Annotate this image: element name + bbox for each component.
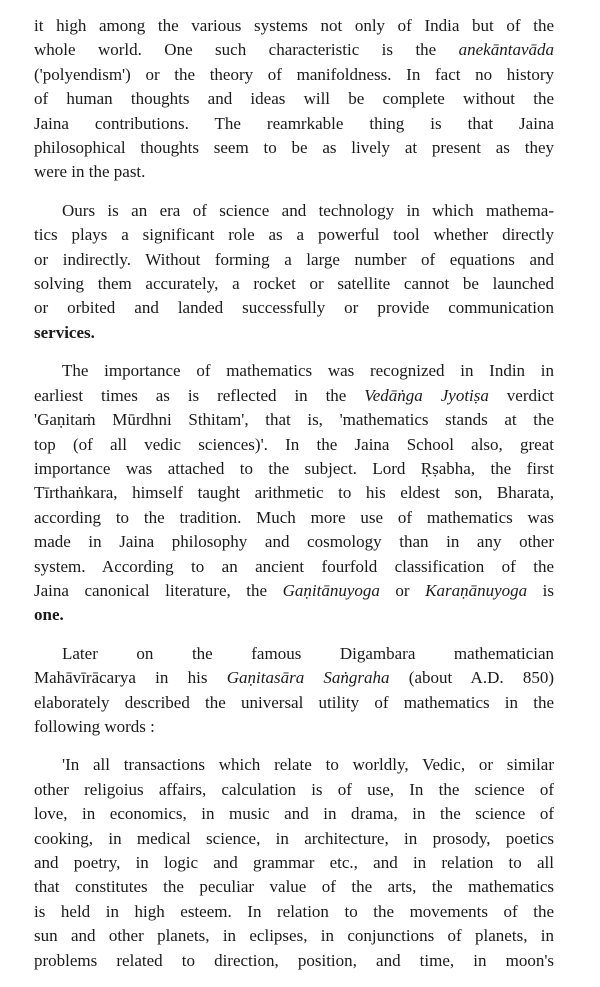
text-line: is held in high esteem. In relation to the movements of the [34,901,554,921]
text-line: love, in economics, in music and in drama, in the science of [34,804,554,824]
text-line: 'Gaṇitaṁ Mūrdhni Sthitam', that is, 'mathematics stands at the [34,410,554,430]
text-line: or orbited and landed successfully or provide communication [34,298,554,318]
text-line: 'In all transactions which relate to worldly, Vedic, or similar [62,755,554,775]
paragraph-4 [34,642,554,740]
paragraph-1 [34,14,554,185]
document-page [34,14,554,987]
text-line: following words : [34,716,155,736]
text-line: it high among the various systems not only of India but of the [34,16,554,35]
text-line: sun and other planets, in eclipses, in conjunctions of planets, in [34,926,554,946]
text-line: whole world. One such characteristic is the anekāntavāda [34,40,554,60]
text-line: Jaina contributions. The reamrkable thing is that Jaina [34,113,554,133]
text-line: cooking, in medical science, in architecture, in prosody, poetics [34,828,554,848]
text-line: services. [34,322,95,342]
text-line: one. [34,605,64,625]
text-line: solving them accurately, a rocket or satellite cannot be launched [34,274,554,294]
text-line: importance was attached to the subject. Lord Ṛṣabha, the first [34,458,554,478]
text-line: Tīrthaṅkara, himself taught arithmetic to his eldest son, Bharata, [34,483,554,503]
text-line: other religoius affairs, calculation is of use, In the science of [34,779,554,799]
text-line: and poetry, in logic and grammar etc., and in relation to all [34,853,554,872]
paragraph-3 [34,359,554,627]
text-line: Mahāvīrācarya in his Gaṇitasāra Saṅgraha (about A.D. 850) [34,668,554,688]
text-line: Jaina canonical literature, the Gaṇitānuyoga or Karaṇānuyoga is [34,580,554,600]
text-line: or indirectly. Without forming a large number of equations and [34,249,554,269]
text-line: tics plays a significant role as a powerful tool whether directly [34,225,554,245]
text-line: earliest times as is reflected in the Vedāṅga Jyotiṣa verdict [34,385,554,405]
text-line: top (of all vedic sciences)'. In the Jaina School also, great [34,434,554,454]
paragraph-5-quotation [34,753,554,973]
text-line: elaborately described the universal utility of mathematics in the [34,692,554,712]
text-line: problems related to direction, position, and time, in moon's [34,950,554,970]
text-line: philosophical thoughts seem to be as lively at present as they [34,138,554,158]
text-line: that constitutes the peculiar value of the arts, the mathematics [34,877,554,897]
text-line: system. According to an ancient fourfold classification of the [34,556,554,576]
text-line: The importance of mathematics was recognized in Indin in [62,361,554,381]
paragraph-2 [34,199,554,345]
text-line: Later on the famous Digambara mathematician [62,643,554,663]
text-line: made in Jaina philosophy and cosmology than in any other [34,532,554,552]
text-line: ('polyendism') or the theory of manifoldness. In fact no history [34,64,554,84]
text-line: Ours is an era of science and technology in which mathema- [62,200,554,220]
text-line: were in the past. [34,162,146,182]
text-line: according to the tradition. Much more use of mathematics was [34,507,554,527]
text-line: of human thoughts and ideas will be complete without the [34,89,554,109]
